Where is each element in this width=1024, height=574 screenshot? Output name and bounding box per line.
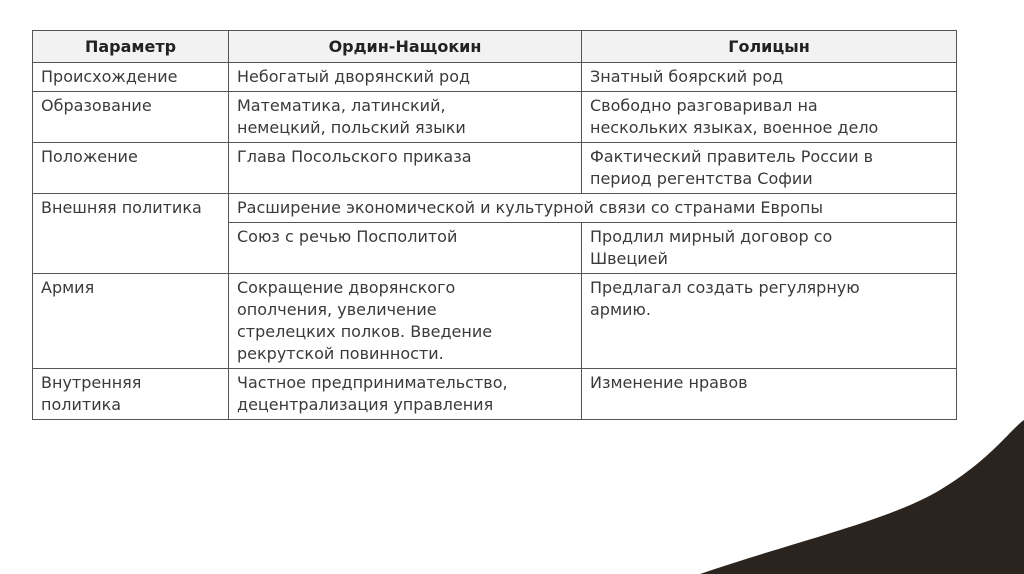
cell-ordin: Небогатый дворянский род [229, 63, 582, 92]
cell-line: Свободно разговаривал на [590, 96, 818, 115]
cell-line: нескольких языках, военное дело [590, 118, 879, 137]
cell-ordin [229, 92, 582, 143]
wave-shape [700, 420, 1024, 574]
cell-line: немецкий, польский языки [237, 118, 466, 137]
cell-param: Внешняя политика [33, 194, 229, 274]
cell-golitsyn [582, 223, 957, 274]
cell-golitsyn: Изменение нравов [582, 369, 957, 420]
cell-line: Швецией [590, 249, 668, 268]
cell-param: Положение [33, 143, 229, 194]
cell-line: рекрутской повинности. [237, 344, 444, 363]
cell-golitsyn: Знатный боярский род [582, 63, 957, 92]
cell-line: Продлил мирный договор со [590, 227, 833, 246]
comparison-table [32, 30, 957, 420]
table-row-education [33, 92, 957, 143]
header-ordin-nashchokin: Ордин-Нащокин [229, 31, 582, 63]
cell-line: Внутренняя [41, 373, 142, 392]
cell-line: Сокращение дворянского [237, 278, 456, 297]
table-row-origin [33, 63, 957, 92]
cell-ordin: Глава Посольского приказа [229, 143, 582, 194]
header-parameter: Параметр [33, 31, 229, 63]
cell-golitsyn [582, 92, 957, 143]
cell-param: Образование [33, 92, 229, 143]
cell-line: политика [41, 395, 122, 414]
cell-line: Предлагал создать регулярную [590, 278, 860, 297]
cell-param: Армия [33, 274, 229, 369]
cell-param: Происхождение [33, 63, 229, 92]
cell-shared: Расширение экономической и культурной связи со странами Европы [229, 194, 957, 223]
table-row-position [33, 143, 957, 194]
cell-golitsyn [582, 274, 957, 369]
header-golitsyn: Голицын [582, 31, 957, 63]
cell-ordin [229, 274, 582, 369]
cell-line: Частное предпринимательство, [237, 373, 508, 392]
table-row-foreign-policy [33, 194, 957, 223]
cell-param [33, 369, 229, 420]
cell-line: Математика, латинский, [237, 96, 446, 115]
cell-line: стрелецких полков. Введение [237, 322, 493, 341]
cell-golitsyn [582, 143, 957, 194]
cell-line: децентрализация управления [237, 395, 494, 414]
cell-line: Фактический правитель России в [590, 147, 874, 166]
table-row-domestic-policy [33, 369, 957, 420]
cell-line: армию. [590, 300, 651, 319]
cell-line: период регентства Софии [590, 169, 813, 188]
table-row-army [33, 274, 957, 369]
cell-ordin: Союз с речью Посполитой [229, 223, 582, 274]
cell-ordin [229, 369, 582, 420]
cell-line: ополчения, увеличение [237, 300, 437, 319]
header-row [33, 31, 957, 63]
